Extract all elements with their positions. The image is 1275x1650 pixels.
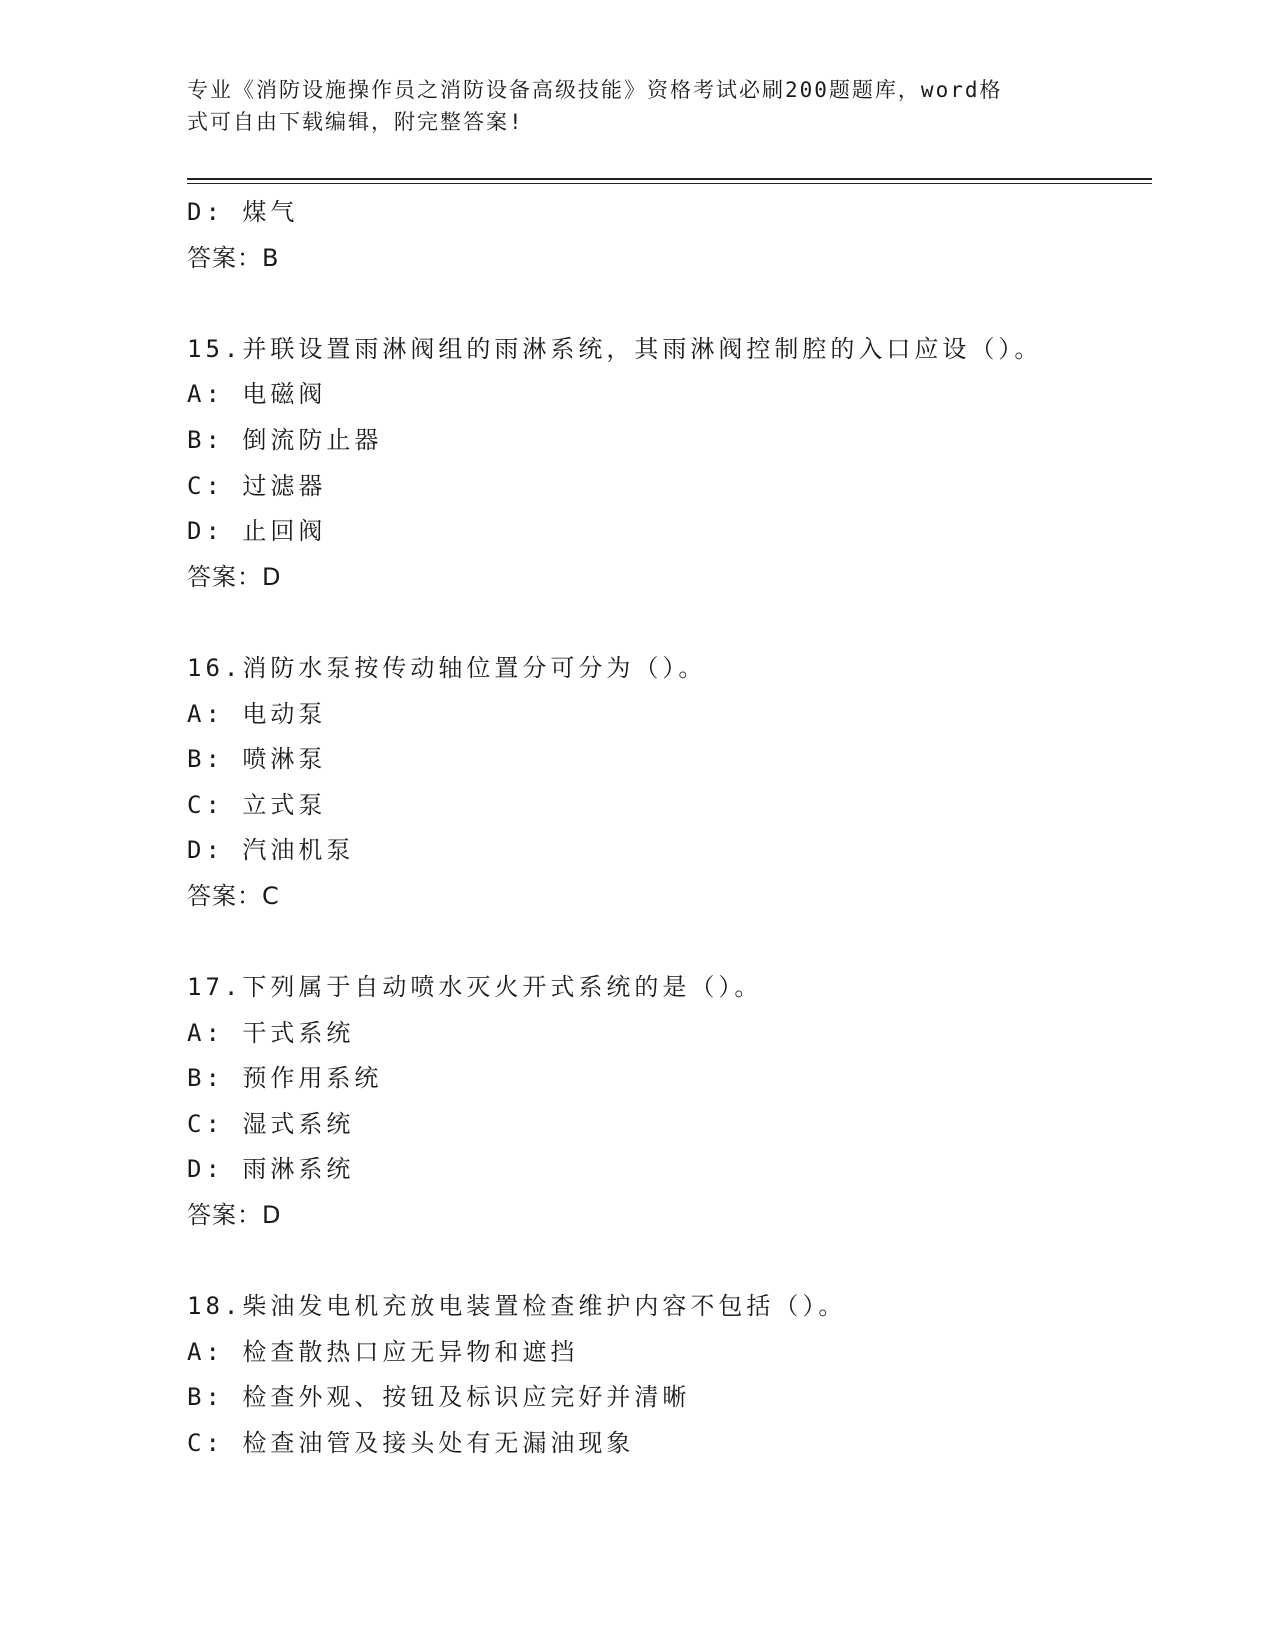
option-c: C: 过滤器	[187, 471, 327, 500]
answer-line: 答案：D	[187, 562, 282, 591]
option-d: D: 煤气	[187, 198, 299, 226]
option-d: D: 汽油机泵	[187, 836, 355, 865]
option-a: A: 电动泵	[187, 699, 327, 728]
question-list	[187, 190, 1152, 1467]
question-block-15	[187, 327, 1152, 601]
question-block-14	[187, 190, 1152, 281]
spacer	[187, 281, 1152, 327]
spacer	[187, 1239, 1152, 1285]
document-header	[187, 74, 1067, 138]
header-divider-thin	[187, 183, 1152, 184]
spacer	[187, 600, 1152, 646]
option-c: C: 立式泵	[187, 790, 327, 819]
option-d: D: 雨淋系统	[187, 1155, 355, 1184]
question-text: 18.柴油发电机充放电装置检查维护内容不包括（）。	[187, 1292, 847, 1321]
question-text: 17.下列属于自动喷水灭火开式系统的是（）。	[187, 973, 763, 1002]
option-a: A: 检查散热口应无异物和遮挡	[187, 1337, 579, 1366]
question-text: 15.并联设置雨淋阀组的雨淋系统，其雨淋阀控制腔的入口应设（）。	[187, 334, 1043, 363]
option-a: A: 电磁阀	[187, 380, 327, 409]
question-block-17	[187, 965, 1152, 1239]
option-a: A: 干式系统	[187, 1018, 355, 1047]
option-d: D: 止回阀	[187, 517, 327, 546]
option-c: C: 检查油管及接头处有无漏油现象	[187, 1429, 635, 1458]
header-line-1: 专业《消防设施操作员之消防设备高级技能》资格考试必刷200题题库，word格	[187, 78, 1003, 102]
question-block-16	[187, 646, 1152, 920]
option-b: B: 检查外观、按钮及标识应完好并清晰	[187, 1383, 691, 1412]
answer-line: 答案：D	[187, 1201, 282, 1230]
question-text: 16.消防水泵按传动轴位置分可分为（）。	[187, 653, 707, 682]
option-c: C: 湿式系统	[187, 1109, 355, 1138]
option-b: B: 倒流防止器	[187, 425, 383, 454]
header-divider-thick	[187, 178, 1152, 180]
option-b: B: 预作用系统	[187, 1064, 383, 1093]
answer-line: 答案：B	[187, 243, 280, 272]
option-b: B: 喷淋泵	[187, 745, 327, 774]
header-line-2: 式可自由下载编辑，附完整答案!	[187, 110, 524, 134]
question-block-18	[187, 1284, 1152, 1466]
spacer	[187, 920, 1152, 966]
answer-line: 答案：C	[187, 881, 280, 910]
